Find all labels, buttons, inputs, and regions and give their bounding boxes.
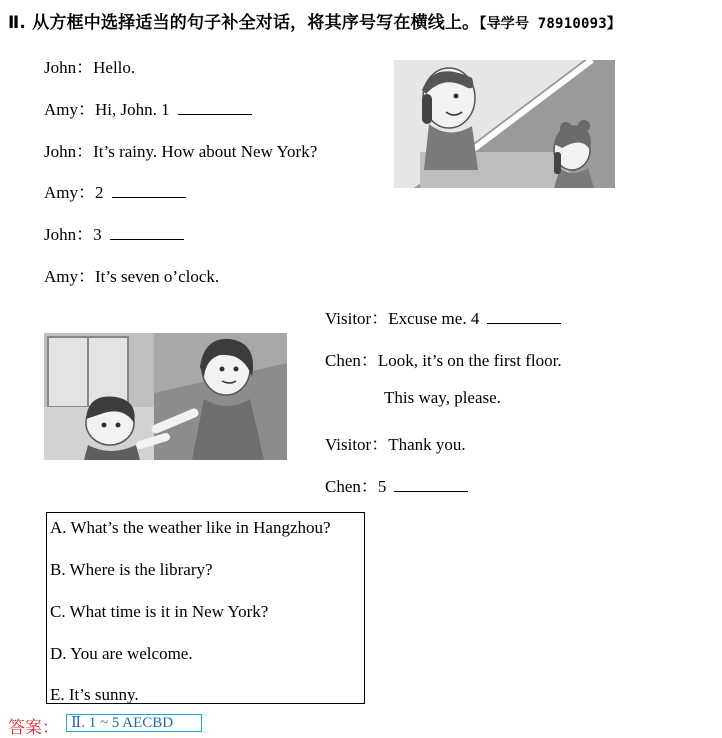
dialogue1-line-3: John：It’s rainy. How about New York?: [44, 142, 318, 161]
utterance: Hello.: [93, 58, 136, 77]
option-c: C. What time is it in New York?: [50, 602, 269, 621]
dialogue1-line-2: Amy：Hi, John. 1: [44, 95, 252, 120]
answer-blank-4[interactable]: [487, 309, 561, 324]
speaker: Chen: [325, 477, 361, 496]
options-box: [46, 512, 365, 704]
dialogue2-line-3: [384, 388, 501, 408]
speaker: Amy: [44, 267, 78, 286]
speaker: Chen: [325, 351, 361, 370]
dialogue2-line-2: Chen：Look, it’s on the first floor.: [325, 351, 562, 370]
option-d: D. You are welcome.: [50, 644, 193, 663]
option-e: E. It’s sunny.: [50, 685, 139, 704]
exercise-title: [8, 8, 621, 33]
utterance: Thank you.: [388, 435, 466, 454]
answer-blank-2[interactable]: [112, 183, 186, 198]
dialogue2-line-4: Visitor：Thank you.: [325, 435, 466, 454]
answer-blank-3[interactable]: [110, 225, 184, 240]
option-a: A. What’s the weather like in Hangzhou?: [50, 518, 331, 537]
directions-illustration: [44, 333, 287, 460]
utterance: 5: [377, 477, 387, 496]
phone-call-illustration: [394, 60, 615, 188]
dialogue1-line-4: Amy：2: [44, 178, 186, 203]
reference-number: 【导学号 78910093】: [479, 16, 622, 32]
utterance: Hi, John. 1: [95, 100, 170, 119]
answer-blank-5[interactable]: [394, 477, 468, 492]
dialogue1-line-5: John：3: [44, 220, 184, 245]
dialogue2-line-1: Visitor：Excuse me. 4: [325, 304, 561, 329]
speaker: John: [44, 142, 77, 161]
utterance: 3: [93, 225, 102, 244]
speaker: Visitor: [325, 435, 372, 454]
dialogue1-line-1: John：Hello.: [44, 58, 136, 77]
utterance: This way, please.: [384, 388, 501, 407]
speaker: Amy: [44, 100, 78, 119]
dialogue2-line-5: Chen：5: [325, 472, 468, 497]
answer-blank-1[interactable]: [178, 100, 252, 115]
speaker: Visitor: [325, 309, 372, 328]
speaker: John: [44, 58, 77, 77]
utterance: Look, it’s on the first floor.: [377, 351, 562, 370]
utterance: 2: [95, 183, 104, 202]
speaker: Amy: [44, 183, 78, 202]
option-b: B. Where is the library?: [50, 560, 213, 579]
speaker: John: [44, 225, 77, 244]
utterance: It’s seven o’clock.: [95, 267, 220, 286]
dialogue1-line-6: Amy：It’s seven o’clock.: [44, 267, 220, 286]
answer-key: Ⅱ. 1 ~ 5 AECBD: [66, 714, 202, 732]
utterance: Excuse me. 4: [388, 309, 480, 328]
answer-label: 答案：: [8, 718, 59, 738]
utterance: It’s rainy. How about New York?: [93, 142, 318, 161]
exercise-heading: Ⅱ. 从方框中选择适当的句子补全对话，将其序号写在横线上。: [8, 13, 480, 33]
